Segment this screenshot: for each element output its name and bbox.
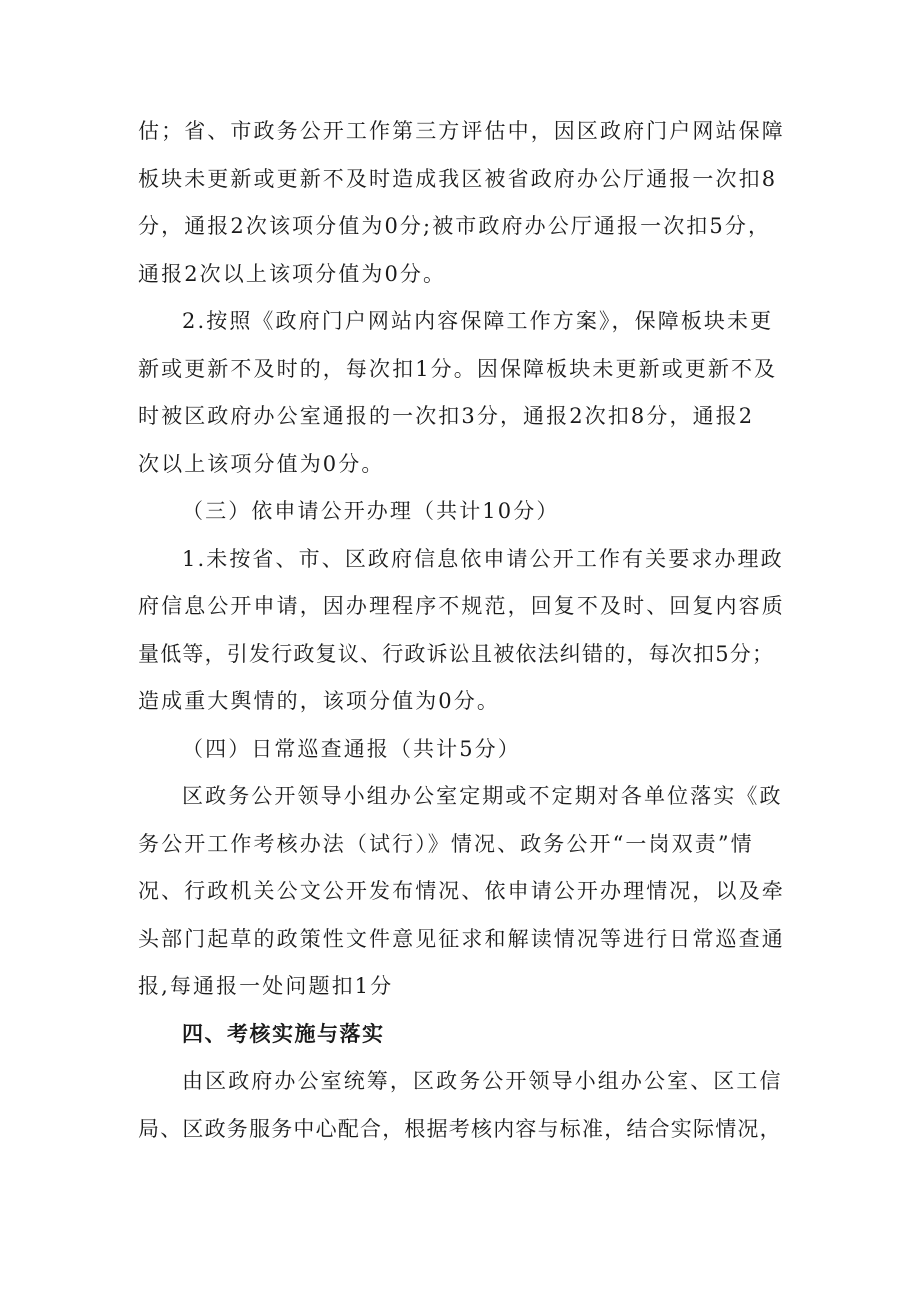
text-line: 量低等，引发行政复议、行政诉讼且被依法纠错的，每次扣5分； <box>138 641 775 666</box>
text-line: 况、行政机关公文公开发布情况、依申请公开办理情况，以及牵 <box>138 879 785 903</box>
paragraph-portal-scoring-continued <box>138 108 798 298</box>
sub-heading-application-disclosure: （三）依申请公开办理（共计10分） <box>182 499 560 523</box>
paragraph-daily-inspection <box>138 773 798 1011</box>
paragraph-assessment-implementation <box>138 1058 798 1153</box>
text-line: 通报2次以上该项分值为0分。 <box>138 261 447 286</box>
section-heading-assessment-implementation: 四、考核实施与落实 <box>182 1021 385 1046</box>
paragraph-portal-content-plan <box>138 298 798 488</box>
text-line: 头部门起草的政策性文件意见征求和解读情况等进行日常巡查通 <box>138 926 785 951</box>
document-page <box>138 108 798 1153</box>
text-line: 1.未按省、市、区政府信息依申请公开工作有关要求办理政 <box>182 546 784 571</box>
text-line: 区政务公开领导小组办公室定期或不定期对各单位落实《政 <box>182 784 783 808</box>
text-line: 分，通报2次该项分值为0分;被市政府办公厅通报一次扣5分， <box>138 214 772 238</box>
text-line: 新或更新不及时的，每次扣1分。因保障板块未更新或更新不及 <box>138 356 778 381</box>
text-line: 时被区政府办公室通报的一次扣3分，通报2次扣8分，通报2 <box>138 404 755 428</box>
text-line: 务公开工作考核办法（试行）》情况、政务公开“一岗双责”情 <box>138 831 754 856</box>
paragraph-application-disclosure <box>138 536 798 726</box>
text-line: 次以上该项分值为0分。 <box>138 451 385 476</box>
text-line: 报,每通报一处问题扣1分 <box>138 974 394 998</box>
text-line: 造成重大舆情的，该项分值为0分。 <box>138 689 500 713</box>
sub-heading-daily-inspection: （四）日常巡查通报（共计5分） <box>182 736 521 761</box>
text-line: 由区政府办公室统筹，区政务公开领导小组办公室、区工信 <box>182 1069 783 1093</box>
text-line: 2.按照《政府门户网站内容保障工作方案》，保障板块未更 <box>182 309 774 333</box>
text-line: 局、区政务服务中心配合，根据考核内容与标准，结合实际情况， <box>138 1116 782 1141</box>
text-line: 府信息公开申请，因办理程序不规范，回复不及时、回复内容质 <box>138 594 785 618</box>
text-line: 估；省、市政务公开工作第三方评估中，因区政府门户网站保障 <box>138 119 785 143</box>
text-line: 板块未更新或更新不及时造成我区被省政府办公厅通报一次扣8 <box>138 166 778 191</box>
